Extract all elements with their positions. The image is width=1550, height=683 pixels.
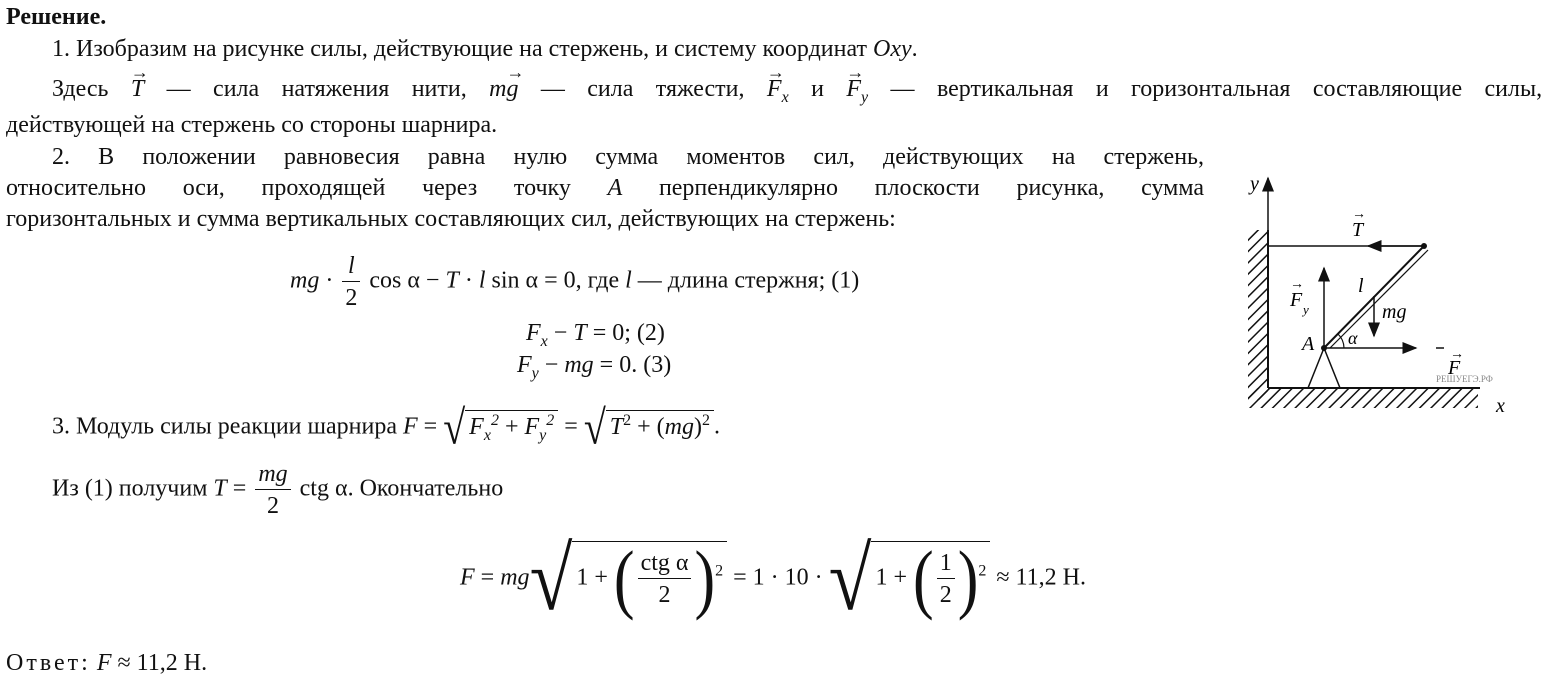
from1-text: Из (1) получим bbox=[52, 475, 208, 502]
final-formula: F = mg√ 1 + ( $\frac{\text{ctg α}}{2}$ )$^2$ = 1 · 10 · √ 1 + ( $\frac{1}{2}$ )$^2$ ≈ 11,2 Н. bbox=[460, 528, 1086, 629]
answer-line: Ответ: F ≈ 11,2 Н. bbox=[6, 650, 208, 676]
eq1-desc: — длина стержня; (1) bbox=[637, 267, 860, 294]
label-Fy-arrow: → bbox=[1290, 277, 1304, 292]
explain-line1 bbox=[52, 76, 1542, 107]
equation-1: mg · $\frac{l}{2}$ cos α − T · l sin α = 0, где l — длина стержня; (1) bbox=[290, 253, 860, 311]
equation-3: $F_y$ − mg = 0. (3) bbox=[517, 352, 672, 382]
step2-line2a: относительно оси, проходящей через точку bbox=[6, 175, 571, 201]
answer-value: ≈ 11,2 Н. bbox=[117, 650, 208, 676]
label-F: F bbox=[1448, 357, 1461, 379]
floor-hatching bbox=[1248, 388, 1478, 408]
step1-number: 1. bbox=[52, 36, 70, 62]
vector-Fx: → $F_x$ bbox=[767, 76, 789, 107]
fraction-mg-over-2: $\frac{mg}{2}$ bbox=[255, 462, 290, 518]
final-result: ≈ 11,2 Н. bbox=[996, 564, 1086, 591]
step2-point: A bbox=[607, 175, 623, 201]
sqrt-sign-big: √ bbox=[828, 528, 872, 629]
label-Fy: F bbox=[1290, 289, 1303, 311]
step2-line1: 2. В положении равновесия равна нулю сумма моментов сил, действующих на стержень, bbox=[52, 144, 1204, 170]
answer-label: Ответ: bbox=[6, 650, 91, 676]
step2-line2 bbox=[6, 175, 1204, 202]
label-T-arrow: → bbox=[1352, 207, 1366, 222]
sqrt-sign: √ bbox=[443, 400, 466, 455]
step3-text: 3. Модуль силы реакции шарнира bbox=[52, 413, 397, 440]
fraction-l-over-2: $\frac{l}{2}$ bbox=[342, 254, 360, 310]
explain-T-desc: — сила натяжения нити, bbox=[166, 76, 467, 102]
step3-line: 3. Модуль силы реакции шарнира F = √ $F_x^2 + F_y^2$ = √ $T^2 + (mg)^2$ . bbox=[52, 400, 721, 455]
equation-2: $F_x - T = 0$; (2) bbox=[526, 320, 665, 350]
explain-F-desc: — вертикальная и горизонтальная составляющие силы, bbox=[890, 76, 1543, 102]
label-T: T bbox=[1352, 219, 1364, 241]
wall-hatching bbox=[1248, 230, 1268, 400]
step2-line3: горизонтальных и сумма вертикальных составляющих сил, действующих на стержень: bbox=[6, 206, 896, 232]
label-Fy-sub: y bbox=[1303, 302, 1309, 317]
explain-and: и bbox=[811, 76, 824, 102]
explain-mg-desc: — сила тяжести, bbox=[540, 76, 745, 102]
step1-text: Изобразим на рисунке силы, действующие на стержень, и систему координат bbox=[76, 36, 868, 62]
force-diagram bbox=[1240, 168, 1540, 420]
label-mg: mg bbox=[1382, 301, 1407, 323]
watermark: РЕШУЕГЭ.РФ bbox=[1436, 374, 1493, 384]
explain-line2: действующей на стержень со стороны шарнира. bbox=[6, 112, 498, 138]
x-axis-label: x bbox=[1496, 395, 1505, 417]
vector-Fy: → $F_y$ bbox=[846, 76, 868, 107]
from1-line: Из (1) получим T = $\frac{mg}{2}$ ctg α. Окончательно bbox=[52, 461, 504, 519]
label-F-arrow: → bbox=[1450, 347, 1464, 362]
sqrt-sign-big: √ bbox=[529, 528, 573, 629]
eq2-tail: = 0; (2) bbox=[592, 320, 665, 346]
label-A: A bbox=[1302, 333, 1315, 355]
sqrt-sign: √ bbox=[583, 400, 606, 455]
final-mid: = 1 · 10 · bbox=[733, 564, 823, 591]
eq3-tail: = 0. (3) bbox=[599, 352, 672, 378]
vector-mg: m→ g bbox=[489, 76, 518, 102]
step2-line2b: перпендикулярно плоскости рисунка, сумма bbox=[658, 175, 1204, 201]
explain-start: Здесь bbox=[52, 76, 109, 102]
eq1-tail: = 0, где bbox=[544, 267, 620, 294]
solution-heading: Решение. bbox=[6, 4, 107, 30]
step1-coord: Oxy bbox=[873, 36, 912, 62]
label-alpha: α bbox=[1348, 328, 1358, 348]
step1-paragraph bbox=[52, 36, 918, 63]
step1-end: . bbox=[911, 36, 918, 62]
vector-T: → T bbox=[131, 76, 144, 103]
from1-tail: . Окончательно bbox=[347, 475, 504, 502]
label-l: l bbox=[1358, 275, 1364, 297]
y-axis-label: y bbox=[1250, 173, 1259, 195]
